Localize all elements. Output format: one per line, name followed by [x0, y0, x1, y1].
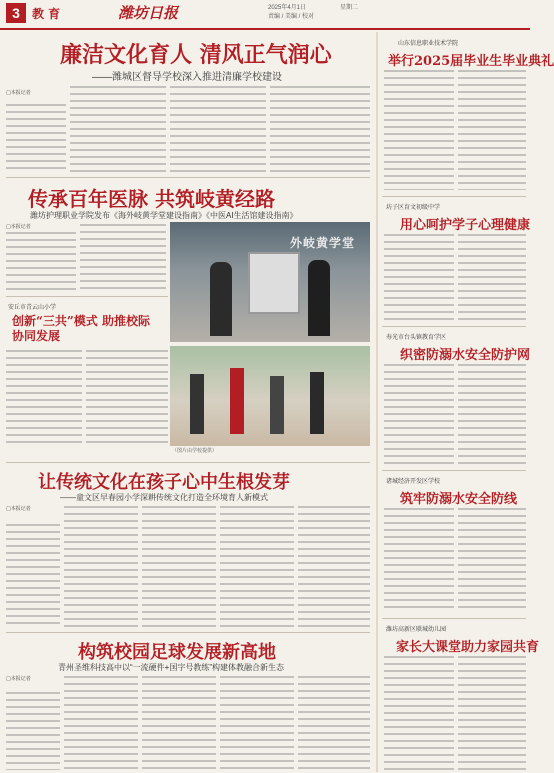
sidebar-5-kicker: 潍坊高新区联城幼儿园 [386, 626, 447, 633]
article-3-kicker: 安丘市青云山小学 [8, 304, 57, 311]
article-3-col-1 [6, 350, 82, 448]
person-figure [310, 372, 324, 434]
article-3-col-2 [86, 350, 168, 448]
article-2-title: 传承百年医脉 共筑岐黄经路 [28, 187, 275, 211]
sidebar-4-col-2 [458, 508, 526, 612]
sidebar-4-kicker: 诸城经济开发区学校 [386, 478, 441, 485]
article-4-byline: □本报记者 [6, 506, 31, 512]
article-1-col-1 [6, 104, 66, 174]
sidebar-5-col-2 [458, 656, 526, 770]
sidebar-4-title: 筑牢防溺水安全防线 [400, 492, 518, 507]
divider [382, 470, 526, 471]
photo-banner-text: 外岐黄学堂 [290, 236, 356, 250]
article-2-subtitle: 潍坊护理职业学院发布《海外岐黄学堂建设指南》《中医AI生活馆建设指南》 [30, 211, 298, 220]
article-4-col-3 [142, 506, 216, 628]
article-5-col-1 [6, 692, 60, 770]
sidebar-5-col-1 [384, 656, 454, 770]
sidebar-3-col-2 [458, 364, 526, 464]
article-4-subtitle: ——童文区早春园小学深耕传统文化打造全环境育人新模式 [60, 493, 268, 502]
sidebar-3-kicker: 寿光市台头镇教育学区 [386, 334, 447, 341]
article-5-col-4 [220, 676, 294, 770]
page-number: 3 [6, 3, 26, 23]
photo-caption: （图片由学校提供） [172, 448, 218, 454]
article-1-byline: □本报记者 [6, 90, 31, 96]
article-1-col-2 [70, 86, 166, 174]
divider [382, 196, 526, 197]
sidebar-1-col-1 [384, 70, 454, 190]
article-5-subtitle: 青州圣维科技高中以“一流硬件+国字号教练”构建体教融合新生态 [58, 663, 284, 672]
article-4-col-4 [220, 506, 294, 628]
article-3-title: 创新“三共”模式 助推校际协同发展 [12, 314, 150, 343]
article-1-title: 廉洁文化育人 清风正气润心 [60, 42, 332, 68]
article-5-col-5 [298, 676, 370, 770]
article-1-subtitle: ——潍城区督导学校深入推进清廉学校建设 [92, 72, 282, 83]
ceremony-photo-2 [170, 346, 370, 446]
plaque [248, 252, 300, 314]
sidebar-2-title: 用心呵护学子心理健康 [400, 218, 531, 233]
article-1-col-4 [270, 86, 370, 174]
sidebar-1-col-2 [458, 70, 526, 190]
sidebar-5-title: 家长大课堂助力家园共育 [396, 640, 540, 655]
newspaper-logo: 潍坊日报 [118, 4, 179, 22]
sidebar-1-kicker: 山东信息职业技术学院 [398, 40, 459, 47]
divider [382, 326, 526, 327]
divider [6, 632, 370, 633]
section-name: 教 育 [32, 7, 61, 21]
article-4-col-1 [6, 524, 60, 628]
person-figure [230, 368, 244, 434]
column-divider [376, 32, 378, 772]
article-4-col-5 [298, 506, 370, 628]
page-header [0, 0, 530, 30]
divider [382, 618, 526, 619]
sidebar-2-col-1 [384, 234, 454, 320]
sidebar-3-col-1 [384, 364, 454, 464]
sidebar-2-kicker: 坊子区育文初级中学 [386, 204, 441, 211]
article-2-col-1 [6, 232, 76, 292]
person-figure [270, 376, 284, 434]
article-5-col-2 [64, 676, 138, 770]
editor-line: 责编 / 美编 / 校对 [268, 14, 315, 20]
article-4-col-2 [64, 506, 138, 628]
article-5-title: 构筑校园足球发展新高地 [78, 642, 276, 663]
article-2-byline: □本报记者 [6, 224, 31, 230]
sidebar-3-title: 织密防溺水安全防护网 [400, 348, 531, 363]
article-4-title: 让传统文化在孩子心中生根发芽 [38, 472, 290, 493]
person-figure [190, 374, 204, 434]
article-5-col-3 [142, 676, 216, 770]
sidebar-2-col-2 [458, 234, 526, 320]
sidebar-1-title: 举行2025届毕业生毕业典礼 [388, 54, 554, 69]
sidebar-4-col-1 [384, 508, 454, 612]
article-1-col-3 [170, 86, 266, 174]
person-figure [308, 260, 330, 336]
issue-weekday: 星期二 [340, 5, 359, 11]
ceremony-photo-1 [170, 222, 370, 342]
issue-date: 2025年4月1日 [268, 5, 307, 11]
article-2-col-2 [80, 224, 166, 292]
divider [6, 296, 168, 297]
person-figure [210, 262, 232, 336]
article-5-byline: □本报记者 [6, 676, 31, 682]
divider [6, 177, 370, 178]
divider [6, 462, 370, 463]
